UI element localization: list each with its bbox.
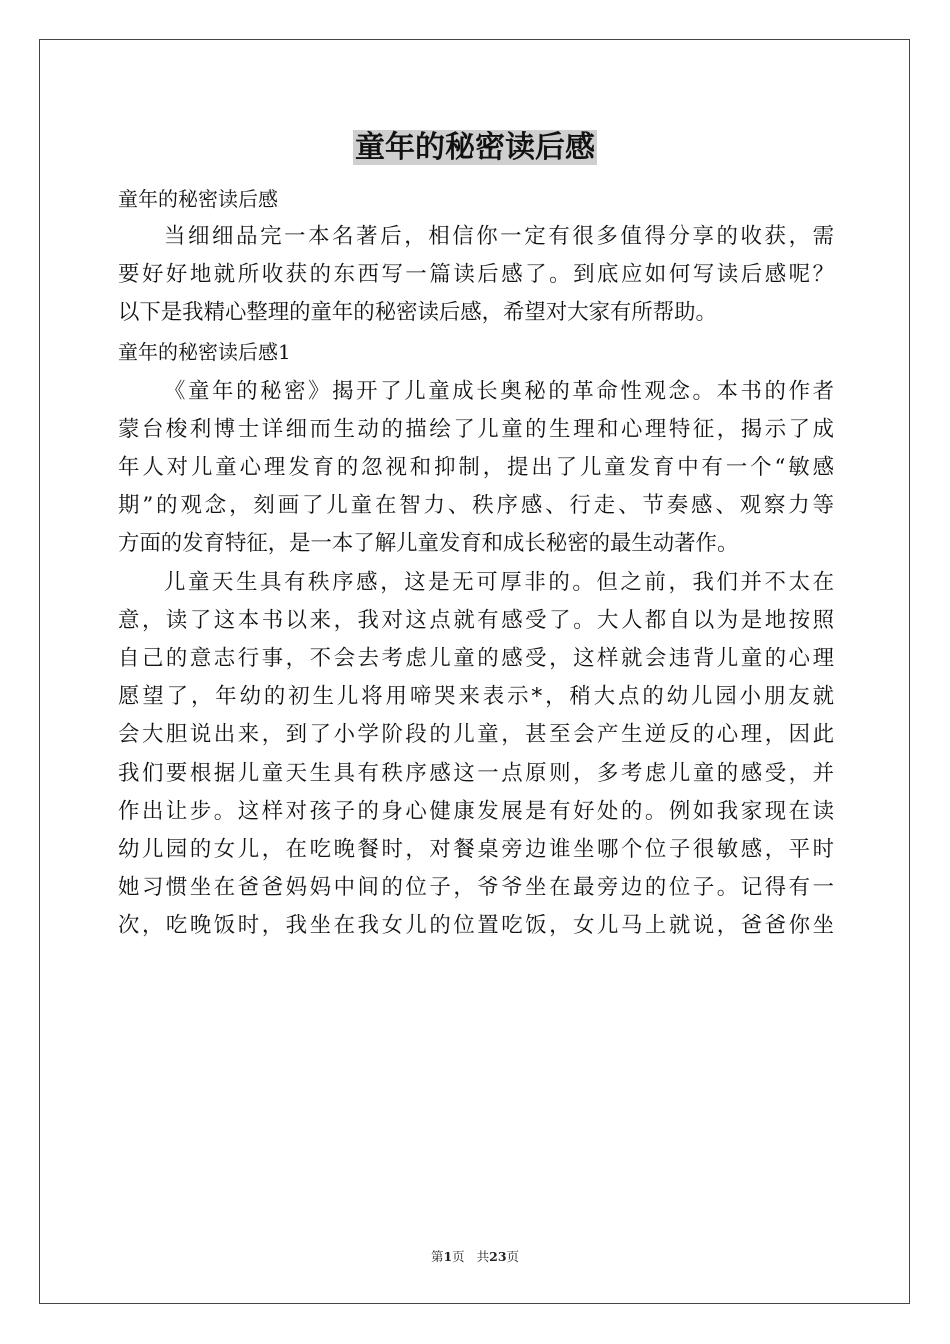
total-pages: 23 xyxy=(489,1249,507,1264)
section-heading: 童年的秘密读后感1 xyxy=(118,339,291,364)
paragraph-line: 当细细品完一本名著后，相信你一定有很多值得分享的收获，需 xyxy=(164,224,834,249)
document-body xyxy=(118,180,834,946)
paragraph-line: 要好好地就所收获的东西写一篇读后感了。到底应如何写读后感呢？ xyxy=(118,262,834,288)
page-suffix: 页 xyxy=(452,1249,465,1264)
paragraph-line: 幼儿园的女儿，在吃晚餐时，对餐桌旁边谁坐哪个位子很敏感，平时 xyxy=(118,837,834,863)
page-prefix: 第 xyxy=(430,1249,444,1264)
paragraph-line: 蒙台梭利博士详细而生动的描绘了儿童的生理和心理特征，揭示了成 xyxy=(118,416,834,442)
paragraph-line: 作出让步。这样对孩子的身心健康发展是有好处的。例如我家现在读 xyxy=(118,798,834,824)
total-prefix: 共 xyxy=(476,1249,490,1264)
paragraph-line: 儿童天生具有秩序感，这是无可厚非的。但之前，我们并不太在 xyxy=(164,569,834,595)
paragraph-line: 我们要根据儿童天生具有秩序感这一点原则，多考虑儿童的感受，并 xyxy=(118,760,834,786)
paragraph-line: 期”的观念，刻画了儿童在智力、秩序感、行走、节奏感、观察力等 xyxy=(118,493,834,519)
page-number: 1 xyxy=(443,1249,453,1264)
paragraph-line: 年人对儿童心理发育的忽视和抑制，提出了儿童发育中有一个“敏感 xyxy=(118,455,834,481)
paragraph-line: 愿望了，年幼的初生儿将用啼哭来表示*，稍大点的幼儿园小朋友就 xyxy=(118,684,834,710)
paragraph-line: 次，吃晚饭时，我坐在我女儿的位置吃饭，女儿马上就说，爸爸你坐 xyxy=(118,913,834,939)
paragraph-line: 方面的发育特征，是一本了解儿童发育和成长秘密的最生动著作。 xyxy=(118,531,739,557)
paragraph-line: 自己的意志行事，不会去考虑儿童的感受，这样就会违背儿童的心理 xyxy=(118,646,834,672)
paragraph-line: 意，读了这本书以来，我对这点就有感受了。大人都自以为是地按照 xyxy=(118,607,834,633)
paragraph-line: 会大胆说出来，到了小学阶段的儿童，甚至会产生逆反的心理，因此 xyxy=(118,722,834,748)
paragraph-line: 《童年的秘密》揭开了儿童成长奥秘的革命性观念。本书的作者 xyxy=(164,378,834,404)
page-footer xyxy=(0,1248,950,1266)
total-suffix: 页 xyxy=(506,1249,520,1264)
document-title-text: 童年的秘密读后感 xyxy=(355,130,595,165)
body-paragraph-2 xyxy=(118,564,834,946)
intro-paragraph xyxy=(118,218,834,333)
paragraph-line: 以下是我精心整理的童年的秘密读后感，希望对大家有所帮助。 xyxy=(118,300,717,326)
document-title xyxy=(0,126,950,170)
body-paragraph-1 xyxy=(118,373,834,564)
paragraph-line: 她习惯坐在爸爸妈妈中间的位子，爷爷坐在最旁边的位子。记得有一 xyxy=(118,875,834,901)
document-subtitle: 童年的秘密读后感 xyxy=(118,187,278,211)
